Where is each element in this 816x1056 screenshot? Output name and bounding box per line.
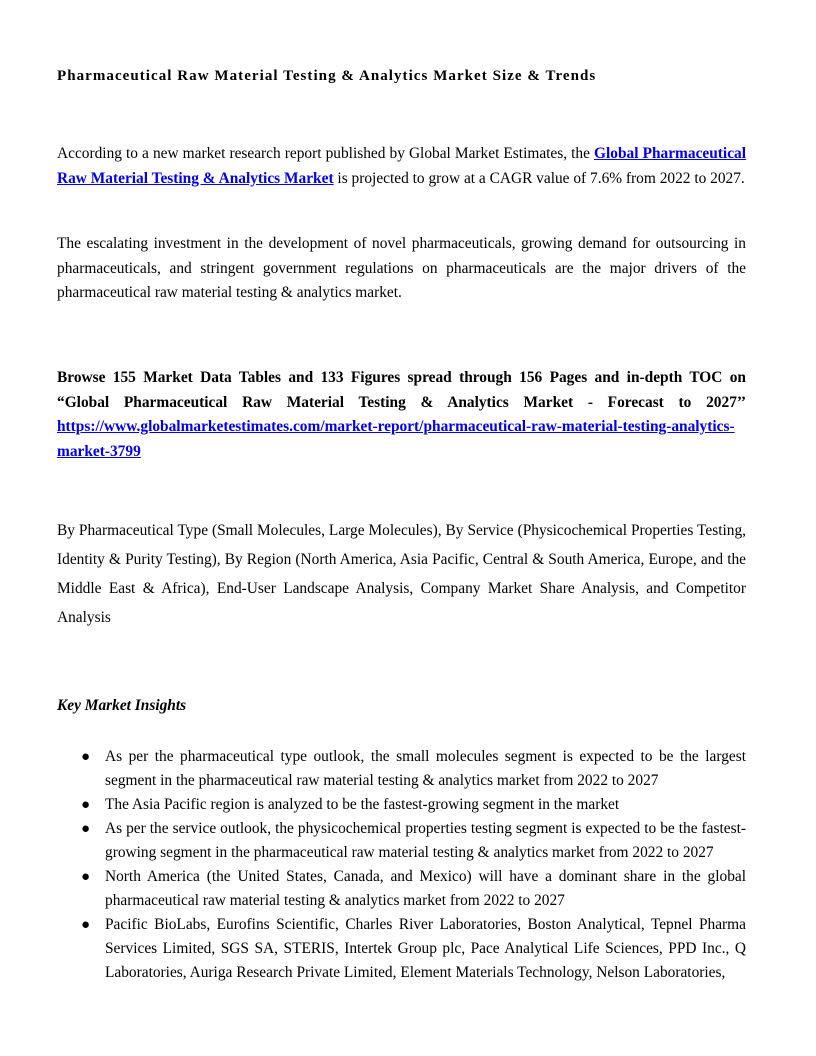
bullet-icon: ● — [81, 917, 91, 933]
key-insights-heading: Key Market Insights — [57, 697, 187, 714]
list-item — [57, 745, 746, 793]
list-item — [57, 817, 746, 865]
insight-text: Pacific BioLabs, Eurofins Scientific, Charles River Laboratories, Boston Analytical, Tepnel Pharma Services Limited, SGS SA, STERIS, Intertek Group plc, Pace Analytical Life Sciences, PPD Inc., Q Laboratories, Auriga Research Private Limited, Element Materials Technology, Nelson Laboratories, — [105, 916, 746, 981]
bullet-icon: ● — [81, 869, 91, 885]
insight-text: As per the pharmaceutical type outlook, the small molecules segment is expected to be the largest segment in the pharmaceutical raw material testing & analytics market from 2022 to 2027 — [105, 748, 746, 789]
bullet-icon: ● — [81, 749, 91, 765]
list-item — [57, 865, 746, 913]
list-item — [57, 793, 746, 817]
insights-list — [57, 745, 746, 985]
insight-text: The Asia Pacific region is analyzed to be the fastest-growing segment in the market — [105, 796, 620, 813]
page-title: Pharmaceutical Raw Material Testing & Analytics Market Size & Trends — [57, 68, 597, 84]
intro-prefix: According to a new market research report published by Global Market Estimates, the — [57, 145, 595, 162]
browse-text: Browse 155 Market Data Tables and 133 Figures spread through 156 Pages and in-depth TOC on “Global Pharmaceutical Raw Material Testing & Analytics Market - Forecast to 2027’’ — [57, 369, 746, 411]
intro-suffix: is projected to grow at a CAGR value of 7.6% from 2022 to 2027. — [333, 169, 745, 187]
market-report-link[interactable]: Global Pharmaceutical Raw Material Testing & Analytics Market — [57, 145, 746, 187]
report-url-link[interactable]: https://www.globalmarketestimates.com/market-report/pharmaceutical-raw-material-testing-analytics-market-3799 — [57, 418, 735, 460]
drivers-paragraph: The escalating investment in the development of novel pharmaceuticals, growing demand for outsourcing in pharmaceuticals, and stringent government regulations on pharmaceuticals are the major drivers of the pharmaceutical raw material testing & analytics market. — [57, 235, 746, 301]
intro-paragraph — [57, 142, 746, 191]
bullet-icon: ● — [81, 797, 91, 813]
bullet-icon: ● — [81, 821, 91, 837]
list-item — [57, 913, 746, 985]
insight-text: As per the service outlook, the physicochemical properties testing segment is expected to be the fastest-growing segment in the pharmaceutical raw material testing & analytics market from 2022 to 2027 — [105, 820, 746, 861]
insight-text: North America (the United States, Canada, and Mexico) will have a dominant share in the global pharmaceutical raw material testing & analytics market from 2022 to 2027 — [105, 868, 746, 909]
segments-paragraph: By Pharmaceutical Type (Small Molecules, Large Molecules), By Service (Physicochemical Properties Testing, Identity & Purity Testing), By Region (North America, Asia Pacific, Central & South America, Europe, and the Middle East & Africa), End-User Landscape Analysis, Company Market Share Analysis, and Competitor Analysis — [57, 522, 746, 626]
browse-paragraph — [57, 366, 746, 464]
